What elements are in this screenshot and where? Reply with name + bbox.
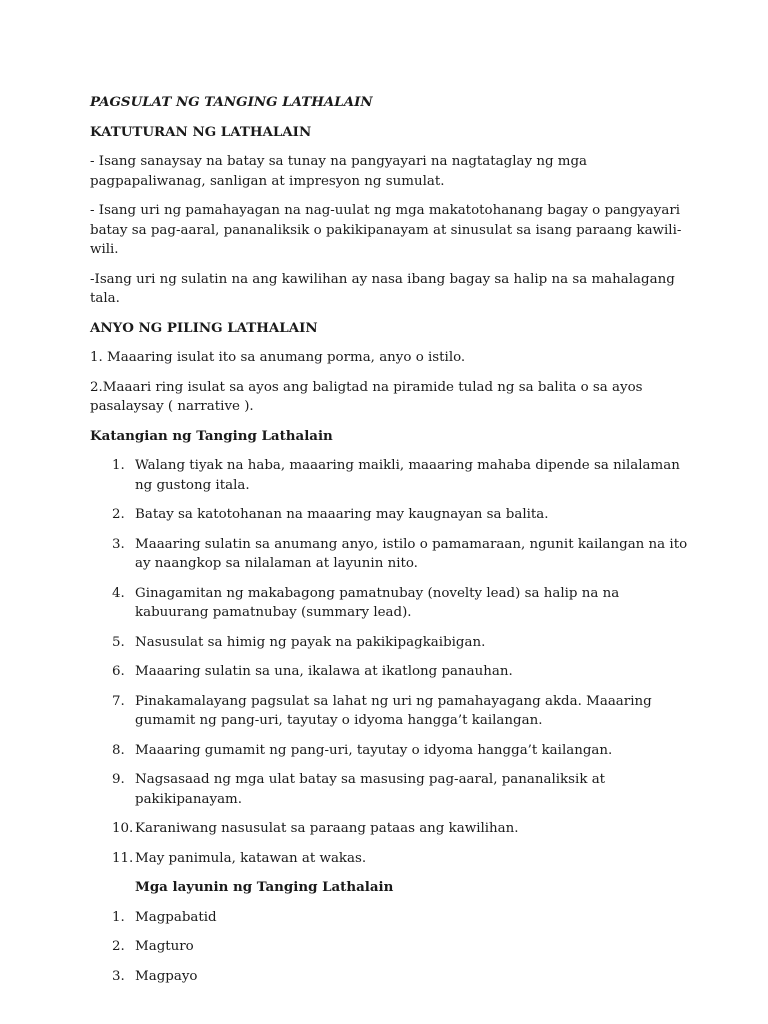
document-title: PAGSULAT NG TANGING LATHALAIN (90, 94, 373, 110)
list-item-number: 3. (112, 968, 125, 984)
list-item (90, 770, 690, 809)
list-item-number: 4. (112, 585, 125, 601)
list-item-number: 1. (112, 909, 125, 925)
list-item (90, 662, 690, 682)
list-item-text: May panimula, katawan at wakas. (135, 850, 367, 866)
document-page (90, 93, 690, 996)
form-paragraph: 1. Maaaring isulat ito sa anumang porma, anyo o istilo. (90, 350, 466, 365)
list-item (90, 692, 690, 731)
list-item-number: 9. (112, 772, 125, 787)
list-item-text: Ginagamitan ng makabagong pamatnubay (novelty lead) sa halip na na kabuurang pamatnubay (summary lead). (135, 585, 620, 620)
list-item-text: Magpayo (135, 968, 198, 984)
list-item (90, 849, 690, 869)
list-item (90, 908, 690, 928)
list-item-text: Nagsasaad ng mga ulat batay sa masusing pag-aaral, pananaliksik at pakikipanayam. (135, 772, 606, 807)
list-item (90, 456, 690, 495)
list-item-text: Nasusulat sa himig ng payak na pakikipagkaibigan. (135, 634, 486, 650)
list-item-text: Magpabatid (135, 909, 217, 925)
section-heading-anyo: ANYO NG PILING LATHALAIN (90, 319, 318, 336)
definition-paragraph: - Isang sanaysay na batay sa tunay na pangyayari na nagtataglay ng mga pagpapaliwanag, sanligan at impresyon ng sumulat. (90, 154, 588, 189)
list-item-text: Walang tiyak na haba, maaaring maikli, maaaring mahaba dipende sa nilalaman ng gustong itala. (135, 458, 680, 493)
objectives-list (90, 908, 690, 987)
list-item-text: Maaaring gumamit ng pang-uri, tayutay o idyoma hangga’t kailangan. (135, 742, 613, 758)
list-item-number: 11. (112, 850, 134, 866)
list-item-text: Maaaring sulatin sa una, ikalawa at ikatlong panauhan. (135, 664, 513, 679)
section-heading-layunin: Mga layunin ng Tanging Lathalain (135, 879, 394, 895)
characteristics-list (90, 456, 690, 868)
list-item-number: 6. (112, 664, 125, 679)
list-item-number: 7. (112, 693, 125, 709)
form-paragraph: 2.Maaari ring isulat sa ayos ang baligtad na piramide tulad ng sa balita o sa ayos pasalaysay ( narrative ). (90, 379, 643, 414)
list-item (90, 505, 690, 525)
list-item-number: 3. (112, 536, 125, 552)
list-item (90, 937, 690, 957)
section-heading-katangian: Katangian ng Tanging Lathalain (90, 427, 333, 444)
list-item (90, 819, 690, 839)
list-item-text: Batay sa katotohanan na maaaring may kaugnayan sa balita. (135, 507, 549, 522)
list-item-text: Karaniwang nasusulat sa paraang pataas ang kawilihan. (135, 821, 519, 836)
list-item (90, 633, 690, 653)
definition-paragraph: - Isang uri ng pamahayagan na nag-uulat ng mga makatotohanang bagay o pangyayari batay sa pag-aaral, pananaliksik o pakikipanayam at sinusulat sa isang paraang kawili-wili. (90, 203, 682, 257)
list-item-text: Pinakamalayang pagsulat sa lahat ng uri ng pamahayagang akda. Maaaring gumamit ng pang-uri, tayutay o idyoma hangga’t kailangan. (135, 693, 652, 728)
list-item (90, 535, 690, 574)
section-heading-katuturan: KATUTURAN NG LATHALAIN (90, 123, 312, 140)
list-item-number: 10. (112, 821, 134, 836)
list-item (90, 741, 690, 761)
list-item-number: 2. (112, 939, 125, 954)
list-item (90, 584, 690, 623)
list-item-number: 8. (112, 742, 125, 758)
list-item-number: 2. (112, 507, 125, 522)
list-item-number: 1. (112, 458, 125, 473)
definition-paragraph: -Isang uri ng sulatin na ang kawilihan ay nasa ibang bagay sa halip na sa mahalagang tala. (90, 271, 675, 306)
list-item (90, 967, 690, 987)
list-item-number: 5. (112, 634, 125, 650)
list-item-text: Magturo (135, 939, 194, 954)
list-item-text: Maaaring sulatin sa anumang anyo, istilo o pamamaraan, ngunit kailangan na ito ay naangkop sa nilalaman at layunin nito. (135, 536, 688, 571)
